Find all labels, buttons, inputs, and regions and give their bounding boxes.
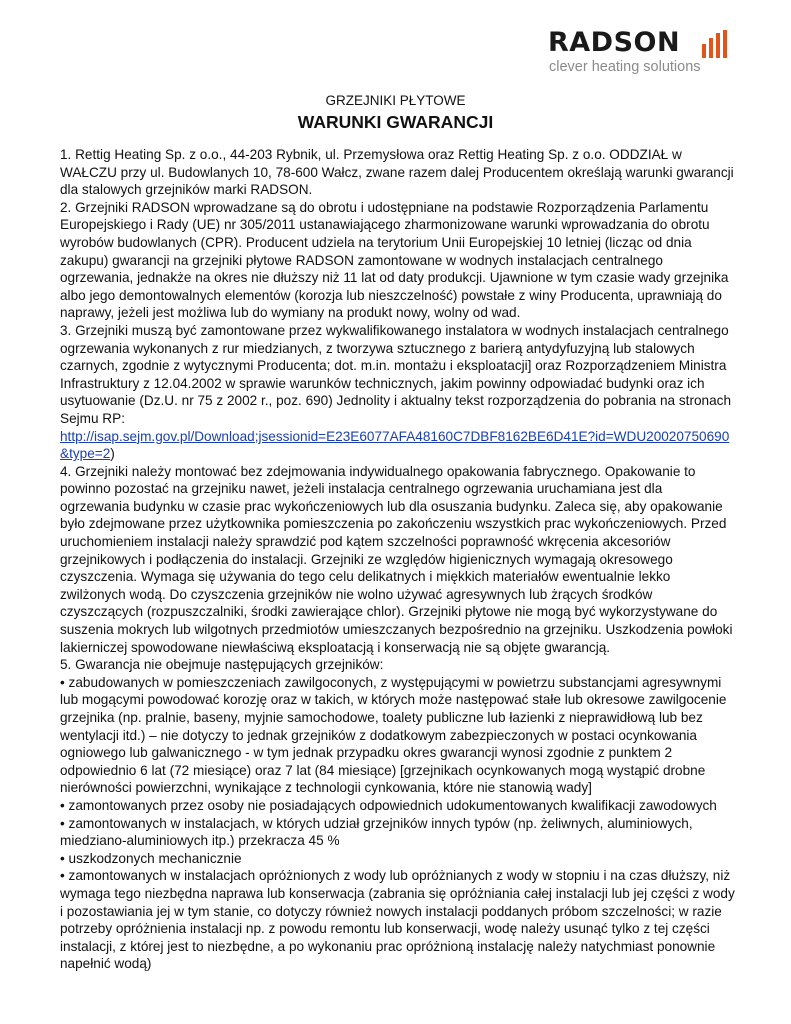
paragraph-2: 2. Grzejniki RADSON wprowadzane są do obrotu i udostępniane na podstawie Rozporządzenia Parlamentu Europejskiego i Rady (UE) nr 305/2011 ustanawiającego zharmonizowane warunki wprowadzania do obrotu wyrobów budowlanych (CPR). Producent udziela na terytorium Unii Europejskiej 10 letniej (licząc od dnia zakupu) gwarancji na grzejniki płytowe RADSON zamontowane w wodnych instalacjach centralnego ogrzewania, jednakże na okres nie dłuższy niż 11 lat od daty produkcji. Ujawnione w tym czasie wady grzejnika albo jego demontowalnych elementów (korozja lub nieszczelność) powstałe z winy Producenta, uprawniają do naprawy, jeżeli jest możliwa lub do wymiany na produkt nowy, wolny od wad. [60,199,729,321]
bullet-mechanically-damaged: • uszkodzonych mechanicznie [60,850,242,866]
bullet-unqualified-installers: • zamontowanych przez osoby nie posiadających odpowiednich udokumentowanych kwalifikacji zawodowych [60,797,717,813]
link-close-paren: ) [110,446,115,462]
logo-wordmark: RADSON [548,27,681,58]
document-title: WARUNKI GWARANCJI [297,112,494,132]
bullet-humid-rooms: • zabudowanych w pomieszczeniach zawilgoconych, z występującymi w powietrzu substancjami agresywnymi lub mogącymi powodować korozję oraz w takich, w których może następować stałe lub okresowe zawilgocenie grzejnika (np. pralnie, baseny, myjnie samochodowe, toalety publiczne lub łazienki z nieprawidłową lub bez wentylacji itd.) – nie dotyczy to jednak grzejników z dodatkowym zabezpieczonych w postaci ocynkowania ogniowego lub galwanicznego - w tym jednak przypadku okres gwarancji wynosi zgodnie z punktem 2 odpowiednio 6 lat (72 miesiące) oraz 7 lat (84 miesiące) [grzejnikach ocynkowanych mogą wystąpić drobne nierówności powierzchni, wynikające z technologii cynkowania, które nie stanowią wady] [60,674,727,796]
isap-sejm-link[interactable]: http://isap.sejm.gov.pl/Download;jsessionid=E23E6077AFA48160C7DBF8162BE6D41E?id=WDU20020750690&type=2 [60,428,730,462]
radson-flame-icon [700,30,730,58]
paragraph-5: 5. Gwarancja nie obejmuje następujących grzejników: [60,657,384,673]
paragraph-4: 4. Grzejniki należy montować bez zdejmowania indywidualnego opakowania fabrycznego. Opakowanie to powinno pozostać na grzejniku nawet, jeżeli instalacja centralnego ogrzewania uruchamiana jest dla ogrzewania budynku w czasie prac wykończeniowych lub dla osuszania budynku. Zaleca się, aby opakowanie było zdejmowane przez użytkownika pomieszczenia po zakończeniu wszystkich prac wykończeniowych. Przed uruchomieniem instalacji należy sprawdzić pod kątem szczelności poprawność wkręcenia akcesoriów grzejnikowych i podłączenia do instalacji. Grzejniki ze względów higienicznych wymagają okresowego czyszczenia. Wymaga się używania do tego celu delikatnych i miękkich materiałów ewentualnie lekko zwilżonych wodą. Do czyszczenia grzejników nie wolno używać agresywnych lub żrących środków czyszczących (rozpuszczalniki, środki zawierające chlor). Grzejniki płytowe nie mogą być wykorzystywane do suszenia mokrych lub wilgotnych przedmiotów umieszczanych bezpośrednio na grzejniku. Uszkodzenia powłoki lakierniczej spowodowane niewłaściwą eksploatacją i konserwacją nie są objęte gwarancją. [60,463,733,655]
paragraph-1: 1. Rettig Heating Sp. z o.o., 44-203 Rybnik, ul. Przemysłowa oraz Rettig Heating Sp. z o.o. ODDZIAŁ w WAŁCZU przy ul. Budowlanych 10, 78-600 Wałcz, zwane razem dalej Producentem określają warunki gwarancji dla stalowych grzejników marki RADSON. [60,147,734,198]
paragraph-3-link-line [60,428,735,463]
bullet-mixed-radiator-types: • zamontowanych w instalacjach, w których udział grzejników innych typów (np. żeliwnych, aluminiowych, miedziano-aluminiowych itp.) przekracza 45 % [60,815,693,849]
document-kicker: GRZEJNIKI PŁYTOWE [325,93,466,108]
paragraph-3: 3. Grzejniki muszą być zamontowane przez wykwalifikowanego instalatora w wodnych instalacjach centralnego ogrzewania wykonanych z rur miedzianych, z tworzywa sztucznego z barierą antydyfuzyjną lub stalowych czarnych, zgodnie z wytycznymi Producenta; dot. m.in. montażu i eksploatacji] oraz Rozporządzeniem Ministra Infrastruktury z 12.04.2002 w sprawie warunków technicznych, jakim powinny odpowiadać budynki oraz ich usytuowanie (Dz.U. nr 75 z 2002 r., poz. 690) Jednolity i aktualny tekst rozporządzenia do pobrania na stronach Sejmu RP: [60,322,732,426]
document-body [60,146,735,973]
logo-tagline: clever heating solutions [549,59,701,75]
bullet-drained-installations: • zamontowanych w instalacjach opróżnionych z wody lub opróżnianych z wody w stopniu i na czas dłuższy, niż wymaga tego niezbędna naprawa lub konserwacja (zabrania się opróżniania całej instalacji lub jej części z wody i pozostawiania jej w tym stanie, co dotyczy również nowych instalacji poddanych próbom szczelności; w razie potrzeby opróżnienia instalacji np. z powodu remontu lub konserwacji, wodę należy usunąć tylko z tej części instalacji, z której jest to niezbędne, a po wykonaniu prac opróżnioną instalację należy natychmiast ponownie napełnić wodą) [60,868,735,972]
radson-logo [548,28,743,80]
